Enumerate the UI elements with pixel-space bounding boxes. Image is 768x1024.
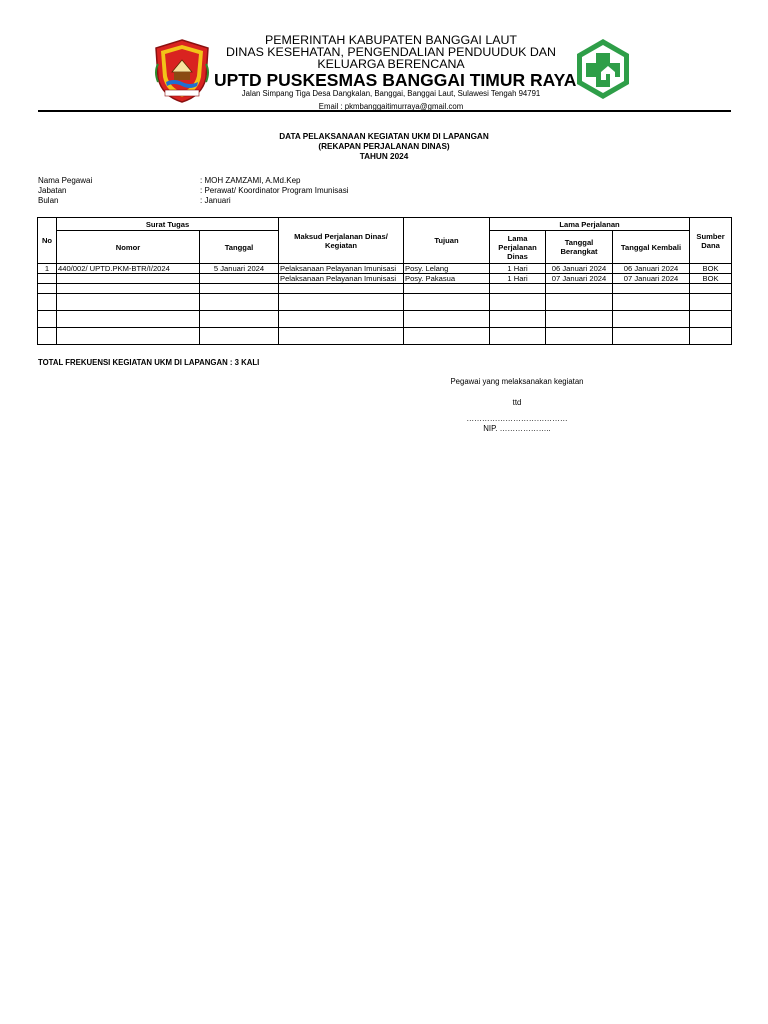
- table-row: [38, 274, 732, 284]
- signature-block: [412, 377, 622, 434]
- cell-tujuan: Posy. Lelang: [404, 264, 490, 274]
- cell-maksud: Pelaksanaan Pelayanan Imunisasi: [279, 274, 404, 284]
- header-tanggal-berangkat: Tanggal Berangkat: [546, 231, 613, 264]
- cell-tanggal: 5 Januari 2024: [200, 264, 279, 274]
- employee-info: [38, 176, 349, 206]
- info-label: Nama Pegawai: [38, 176, 93, 185]
- cell-tujuan: Posy. Pakasua: [404, 274, 490, 284]
- cell-no: 1: [38, 264, 57, 274]
- signature-line: …………………………………: [466, 414, 568, 423]
- letterhead-department-cont: KELUARGA BERENCANA: [317, 57, 465, 71]
- empty-row: [38, 284, 732, 294]
- letterhead-divider: [38, 110, 731, 112]
- header-tujuan: Tujuan: [404, 218, 490, 264]
- info-label: Jabatan: [38, 186, 67, 195]
- info-value: : Perawat/ Koordinator Program Imunisasi: [200, 186, 349, 195]
- signature-ttd: ttd: [512, 398, 522, 407]
- title-line-1: DATA PELAKSANAAN KEGIATAN UKM DI LAPANGAN: [279, 132, 489, 141]
- header-lama-perjalanan: Lama Perjalanan: [490, 218, 690, 231]
- cell-kembali: 07 Januari 2024: [613, 274, 690, 284]
- total-frequency: TOTAL FREKUENSI KEGIATAN UKM DI LAPANGAN : 3 KALI: [38, 358, 260, 367]
- signature-caption: Pegawai yang melaksanakan kegiatan: [450, 377, 584, 386]
- activity-table: [37, 217, 732, 345]
- signature-nip: NIP. ………………..: [483, 424, 551, 433]
- cell-maksud: Pelaksanaan Pelayanan Imunisasi: [279, 264, 404, 274]
- cell-no: [38, 274, 57, 284]
- cell-sumber: BOK: [690, 264, 732, 274]
- header-lama-dinas: Lama Perjalanan Dinas: [490, 231, 546, 264]
- cell-kembali: 06 Januari 2024: [613, 264, 690, 274]
- cell-berangkat: 06 Januari 2024: [546, 264, 613, 274]
- letterhead: [0, 28, 768, 112]
- cell-tanggal: [200, 274, 279, 284]
- header-tanggal-kembali: Tanggal Kembali: [613, 231, 690, 264]
- info-row-month: [38, 196, 349, 206]
- header-no: No: [38, 218, 57, 264]
- letterhead-email: Email : pkmbanggaitimurraya@gmail.com: [318, 102, 464, 111]
- cell-nomor: 440/002/ UPTD.PKM-BTR/I/2024: [57, 264, 200, 274]
- header-surat-tugas: Surat Tugas: [57, 218, 279, 231]
- letterhead-government: PEMERINTAH KABUPATEN BANGGAI LAUT: [265, 33, 517, 47]
- info-row-name: [38, 176, 349, 186]
- letterhead-department: DINAS KESEHATAN, PENGENDALIAN PENDUUDUK DAN: [225, 45, 557, 59]
- info-value: : MOH ZAMZAMI, A.Md.Kep: [200, 176, 301, 185]
- info-row-position: [38, 186, 349, 196]
- empty-row: [38, 294, 732, 311]
- cell-nomor: [57, 274, 200, 284]
- header-maksud: Maksud Perjalanan Dinas/ Kegiatan: [279, 218, 404, 264]
- header-nomor: Nomor: [57, 231, 200, 264]
- puskesmas-logo-icon: [572, 36, 634, 102]
- table-row: [38, 264, 732, 274]
- header-tanggal: Tanggal: [200, 231, 279, 264]
- cell-berangkat: 07 Januari 2024: [546, 274, 613, 284]
- cell-lama: 1 Hari: [490, 264, 546, 274]
- empty-row: [38, 311, 732, 328]
- header-sumber-dana: Sumber Dana: [690, 218, 732, 264]
- regency-emblem-icon: [152, 38, 212, 104]
- title-line-2: (REKAPAN PERJALANAN DINAS): [318, 142, 450, 151]
- letterhead-institution: UPTD PUSKESMAS BANGGAI TIMUR RAYA: [214, 70, 577, 90]
- info-value: : Januari: [200, 196, 231, 205]
- title-line-3: TAHUN 2024: [359, 152, 409, 161]
- info-label: Bulan: [38, 196, 59, 205]
- cell-lama: 1 Hari: [490, 274, 546, 284]
- cell-sumber: BOK: [690, 274, 732, 284]
- document-title: [0, 132, 768, 162]
- empty-row: [38, 328, 732, 345]
- letterhead-address: Jalan Simpang Tiga Desa Dangkalan, Banggai, Banggai Laut, Sulawesi Tengah 94791: [241, 89, 541, 98]
